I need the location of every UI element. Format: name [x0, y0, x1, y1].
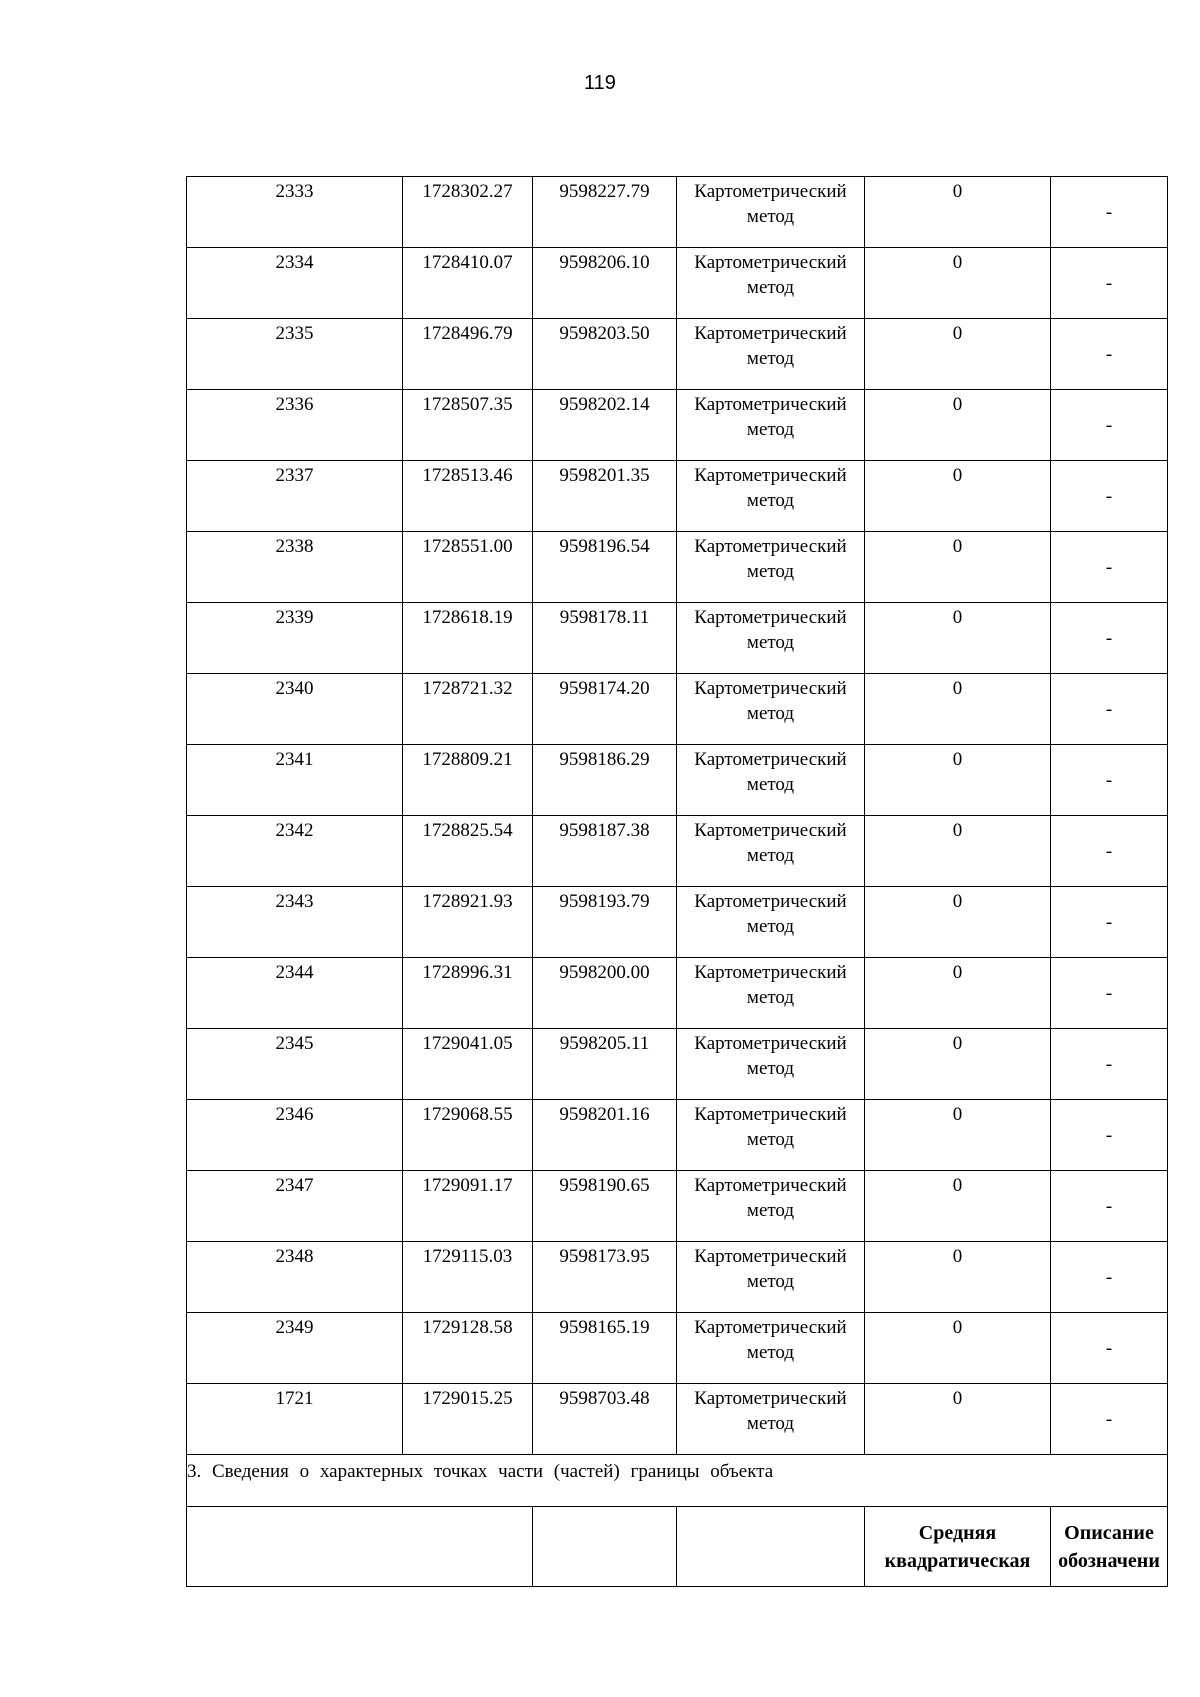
- cell-description: -: [1051, 887, 1168, 958]
- cell-point-number: 2347: [187, 1171, 403, 1242]
- cell-mean-square-error: 0: [865, 390, 1051, 461]
- cell-mean-square-error: 0: [865, 887, 1051, 958]
- cell-mean-square-error: 0: [865, 745, 1051, 816]
- cell-description: -: [1051, 177, 1168, 248]
- cell-x-coordinate: 1728513.46: [403, 461, 533, 532]
- cell-y-coordinate: 9598703.48: [533, 1384, 677, 1455]
- cell-y-coordinate: 9598205.11: [533, 1029, 677, 1100]
- header-cell-1: [187, 1507, 533, 1587]
- cell-point-number: 2340: [187, 674, 403, 745]
- cell-method: Картометрический метод: [677, 177, 865, 248]
- column-header-row: [187, 1507, 1168, 1587]
- cell-y-coordinate: 9598202.14: [533, 390, 677, 461]
- cell-method: Картометрический метод: [677, 1242, 865, 1313]
- cell-point-number: 2341: [187, 745, 403, 816]
- cell-mean-square-error: 0: [865, 674, 1051, 745]
- cell-x-coordinate: 1729128.58: [403, 1313, 533, 1384]
- cell-x-coordinate: 1729041.05: [403, 1029, 533, 1100]
- cell-x-coordinate: 1728496.79: [403, 319, 533, 390]
- cell-x-coordinate: 1729015.25: [403, 1384, 533, 1455]
- cell-mean-square-error: 0: [865, 958, 1051, 1029]
- section-title-row: [187, 1455, 1168, 1507]
- cell-point-number: 2338: [187, 532, 403, 603]
- table-row: [187, 745, 1168, 816]
- table-row: [187, 1100, 1168, 1171]
- cell-y-coordinate: 9598201.35: [533, 461, 677, 532]
- cell-description: -: [1051, 603, 1168, 674]
- cell-method: Картометрический метод: [677, 1171, 865, 1242]
- table-row: [187, 603, 1168, 674]
- cell-point-number: 2339: [187, 603, 403, 674]
- cell-method: Картометрический метод: [677, 1029, 865, 1100]
- cell-x-coordinate: 1728921.93: [403, 887, 533, 958]
- cell-y-coordinate: 9598206.10: [533, 248, 677, 319]
- cell-point-number: 2348: [187, 1242, 403, 1313]
- cell-mean-square-error: 0: [865, 532, 1051, 603]
- cell-x-coordinate: 1729115.03: [403, 1242, 533, 1313]
- cell-mean-square-error: 0: [865, 816, 1051, 887]
- cell-description: -: [1051, 745, 1168, 816]
- cell-mean-square-error: 0: [865, 461, 1051, 532]
- cell-method: Картометрический метод: [677, 1313, 865, 1384]
- cell-point-number: 1721: [187, 1384, 403, 1455]
- table-row: [187, 816, 1168, 887]
- cell-method: Картометрический метод: [677, 674, 865, 745]
- cell-description: -: [1051, 1313, 1168, 1384]
- cell-x-coordinate: 1728618.19: [403, 603, 533, 674]
- cell-y-coordinate: 9598186.29: [533, 745, 677, 816]
- cell-y-coordinate: 9598187.38: [533, 816, 677, 887]
- cell-point-number: 2346: [187, 1100, 403, 1171]
- cell-mean-square-error: 0: [865, 1171, 1051, 1242]
- cell-x-coordinate: 1728825.54: [403, 816, 533, 887]
- cell-point-number: 2334: [187, 248, 403, 319]
- cell-method: Картометрический метод: [677, 1384, 865, 1455]
- table-row: [187, 1313, 1168, 1384]
- cell-method: Картометрический метод: [677, 319, 865, 390]
- section-title: 3. Сведения о характерных точках части (частей) границы объекта: [187, 1455, 1168, 1507]
- cell-description: -: [1051, 1100, 1168, 1171]
- cell-method: Картометрический метод: [677, 1100, 865, 1171]
- cell-y-coordinate: 9598190.65: [533, 1171, 677, 1242]
- cell-mean-square-error: 0: [865, 177, 1051, 248]
- table-row: [187, 390, 1168, 461]
- cell-description: -: [1051, 1384, 1168, 1455]
- cell-method: Картометрический метод: [677, 745, 865, 816]
- table-row: [187, 1171, 1168, 1242]
- cell-description: -: [1051, 319, 1168, 390]
- cell-y-coordinate: 9598196.54: [533, 532, 677, 603]
- cell-y-coordinate: 9598193.79: [533, 887, 677, 958]
- cell-point-number: 2342: [187, 816, 403, 887]
- cell-description: -: [1051, 958, 1168, 1029]
- table-row: [187, 1384, 1168, 1455]
- table-body: [187, 177, 1168, 1587]
- cell-mean-square-error: 0: [865, 603, 1051, 674]
- cell-x-coordinate: 1728551.00: [403, 532, 533, 603]
- table-row: [187, 532, 1168, 603]
- cell-method: Картометрический метод: [677, 816, 865, 887]
- cell-point-number: 2345: [187, 1029, 403, 1100]
- cell-description: -: [1051, 1029, 1168, 1100]
- cell-x-coordinate: 1728809.21: [403, 745, 533, 816]
- cell-x-coordinate: 1728410.07: [403, 248, 533, 319]
- cell-mean-square-error: 0: [865, 1242, 1051, 1313]
- table-row: [187, 1029, 1168, 1100]
- cell-description: -: [1051, 461, 1168, 532]
- cell-method: Картометрический метод: [677, 248, 865, 319]
- table-row: [187, 887, 1168, 958]
- cell-mean-square-error: 0: [865, 1384, 1051, 1455]
- cell-method: Картометрический метод: [677, 603, 865, 674]
- cell-point-number: 2343: [187, 887, 403, 958]
- cell-description: -: [1051, 532, 1168, 603]
- cell-description: -: [1051, 248, 1168, 319]
- cell-method: Картометрический метод: [677, 461, 865, 532]
- coordinates-table: [186, 176, 1168, 1587]
- cell-point-number: 2349: [187, 1313, 403, 1384]
- cell-mean-square-error: 0: [865, 1029, 1051, 1100]
- cell-mean-square-error: 0: [865, 248, 1051, 319]
- cell-mean-square-error: 0: [865, 319, 1051, 390]
- cell-point-number: 2335: [187, 319, 403, 390]
- cell-mean-square-error: 0: [865, 1100, 1051, 1171]
- cell-method: Картометрический метод: [677, 390, 865, 461]
- cell-x-coordinate: 1729091.17: [403, 1171, 533, 1242]
- table-row: [187, 1242, 1168, 1313]
- cell-method: Картометрический метод: [677, 887, 865, 958]
- cell-description: -: [1051, 390, 1168, 461]
- page-number: 119: [584, 72, 616, 94]
- cell-point-number: 2336: [187, 390, 403, 461]
- cell-x-coordinate: 1728721.32: [403, 674, 533, 745]
- cell-point-number: 2333: [187, 177, 403, 248]
- cell-mean-square-error: 0: [865, 1313, 1051, 1384]
- cell-x-coordinate: 1728996.31: [403, 958, 533, 1029]
- cell-method: Картометрический метод: [677, 958, 865, 1029]
- cell-y-coordinate: 9598178.11: [533, 603, 677, 674]
- cell-description: -: [1051, 1171, 1168, 1242]
- cell-y-coordinate: 9598201.16: [533, 1100, 677, 1171]
- header-cell-3: [677, 1507, 865, 1587]
- cell-x-coordinate: 1728507.35: [403, 390, 533, 461]
- cell-point-number: 2337: [187, 461, 403, 532]
- cell-description: -: [1051, 1242, 1168, 1313]
- header-cell-description: Описание обозначени: [1051, 1507, 1168, 1587]
- cell-description: -: [1051, 674, 1168, 745]
- table-row: [187, 248, 1168, 319]
- table-row: [187, 674, 1168, 745]
- cell-y-coordinate: 9598173.95: [533, 1242, 677, 1313]
- cell-y-coordinate: 9598174.20: [533, 674, 677, 745]
- table-row: [187, 461, 1168, 532]
- cell-description: -: [1051, 816, 1168, 887]
- cell-x-coordinate: 1729068.55: [403, 1100, 533, 1171]
- table-row: [187, 958, 1168, 1029]
- cell-y-coordinate: 9598165.19: [533, 1313, 677, 1384]
- header-cell-2: [533, 1507, 677, 1587]
- table-row: [187, 177, 1168, 248]
- cell-y-coordinate: 9598203.50: [533, 319, 677, 390]
- table-row: [187, 319, 1168, 390]
- cell-method: Картометрический метод: [677, 532, 865, 603]
- cell-y-coordinate: 9598200.00: [533, 958, 677, 1029]
- cell-y-coordinate: 9598227.79: [533, 177, 677, 248]
- cell-point-number: 2344: [187, 958, 403, 1029]
- header-cell-mean-square: Средняя квадратическая: [865, 1507, 1051, 1587]
- cell-x-coordinate: 1728302.27: [403, 177, 533, 248]
